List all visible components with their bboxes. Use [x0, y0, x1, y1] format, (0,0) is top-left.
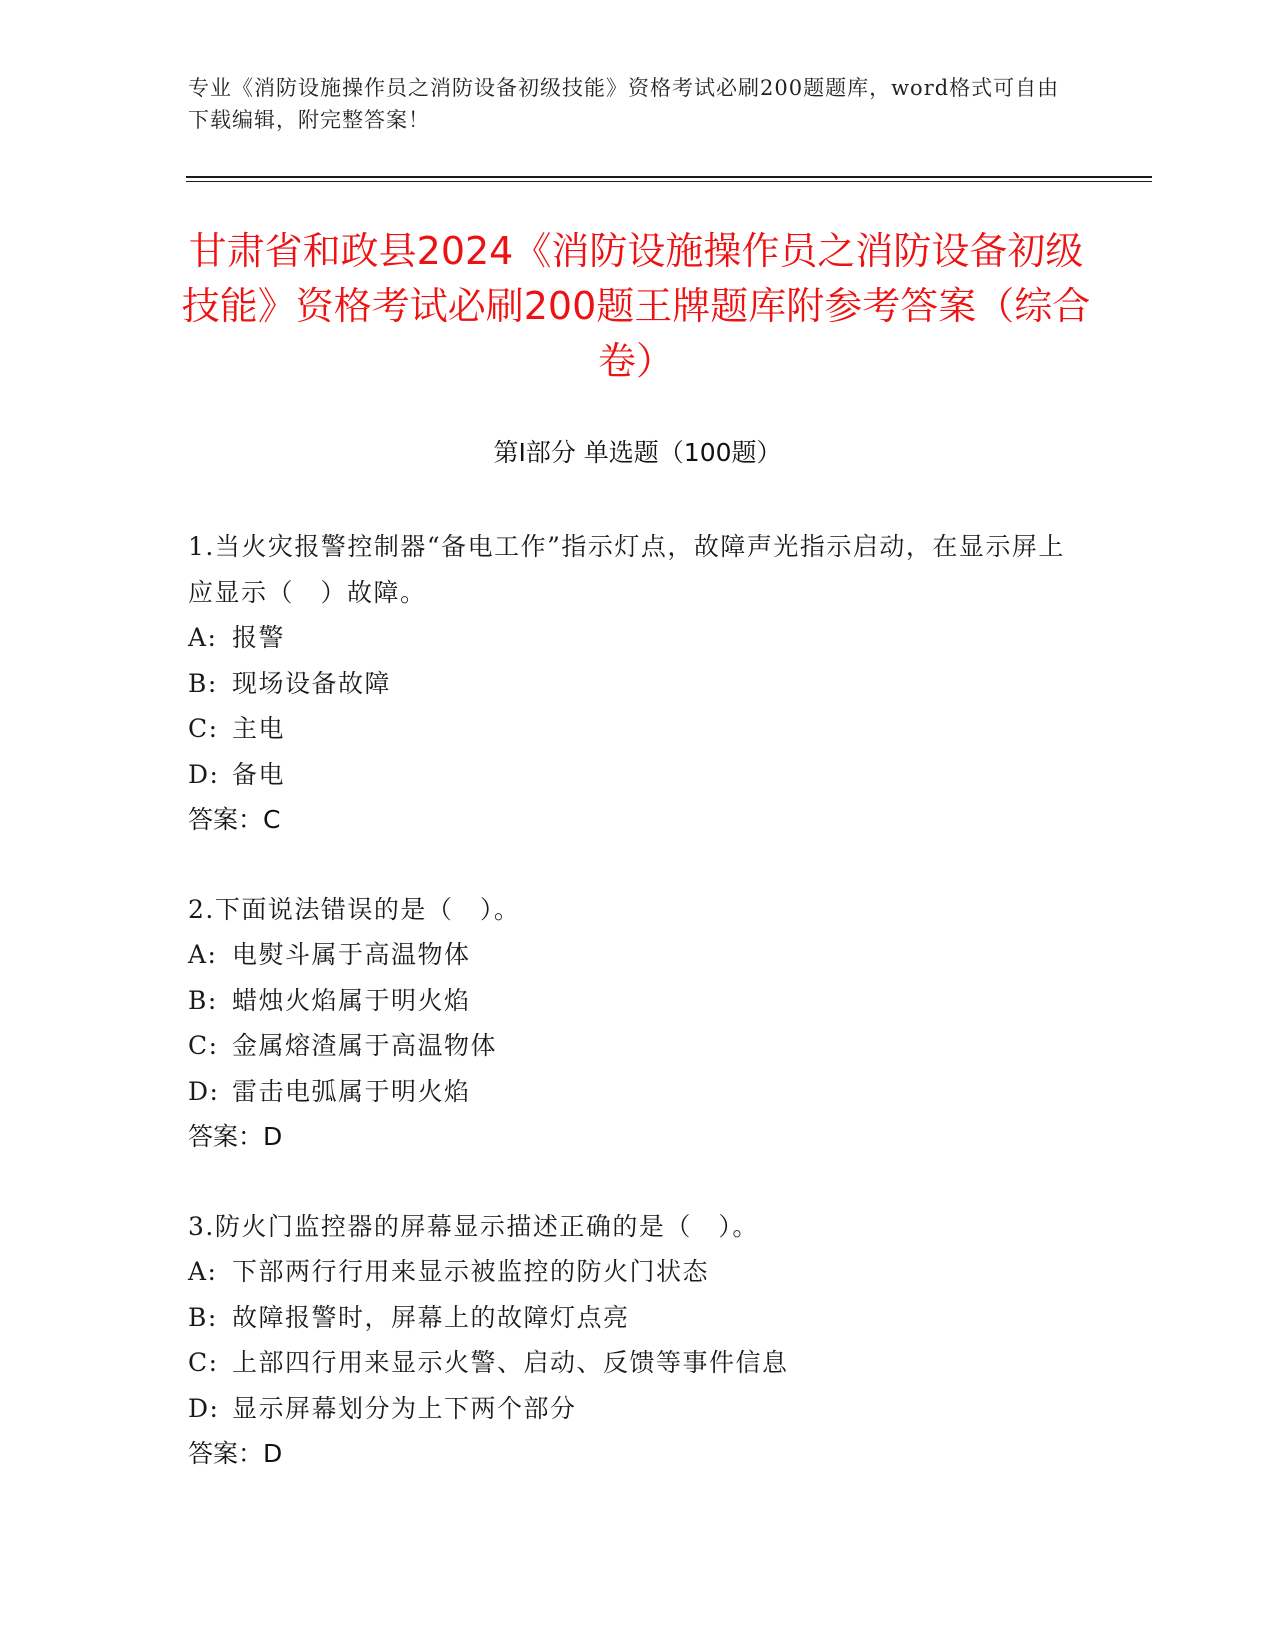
option-d: [188, 752, 1078, 798]
question-2: [188, 887, 1078, 1160]
option-c: [188, 706, 1078, 752]
option-letter: A:: [188, 1257, 218, 1286]
option-letter: C:: [188, 1031, 219, 1060]
document-title: 甘肃省和政县2024《消防设施操作员之消防设备初级技能》资格考试必刷200题王牌题库附参考答案（综合卷）: [181, 229, 1091, 383]
option-letter: B:: [188, 668, 218, 698]
option-letter: D:: [188, 1393, 220, 1423]
option-b: [188, 1295, 1078, 1341]
option-b: [188, 661, 1078, 707]
question-stem: 3.防火门监控器的屏幕显示描述正确的是（ ）。: [188, 1211, 759, 1241]
option-text: 报警: [232, 623, 286, 652]
option-text: 主电: [232, 714, 286, 743]
answer: 答案：C: [188, 805, 281, 834]
option-b: [188, 978, 1078, 1024]
option-letter: B:: [188, 985, 218, 1015]
section-heading: 第Ⅰ部分 单选题（100题）: [493, 438, 782, 467]
header-divider-thick: [186, 176, 1152, 178]
option-c: [188, 1023, 1078, 1069]
answer: 答案：D: [188, 1439, 283, 1468]
option-text: 蜡烛火焰属于明火焰: [232, 985, 471, 1015]
option-c: [188, 1340, 1078, 1386]
option-text: 上部四行用来显示火警、启动、反馈等事件信息: [232, 1348, 789, 1377]
option-text: 电熨斗属于高温物体: [232, 940, 471, 969]
question-stem: 1.当火灾报警控制器“备电工作”指示灯点，故障声光指示启动，在显示屏上应显示（ ）故障。: [188, 532, 1065, 607]
option-letter: C:: [188, 714, 219, 743]
option-text: 下部两行行用来显示被监控的防火门状态: [232, 1257, 710, 1286]
option-letter: D:: [188, 759, 220, 789]
question-1: [188, 524, 1078, 843]
option-text: 雷击电弧属于明火焰: [232, 1076, 471, 1106]
option-letter: C:: [188, 1348, 219, 1377]
header-divider-thin: [186, 181, 1152, 182]
option-a: [188, 1249, 1078, 1295]
option-letter: A:: [188, 623, 218, 652]
question-3: [188, 1204, 1078, 1477]
option-a: [188, 932, 1078, 978]
option-letter: A:: [188, 940, 218, 969]
option-d: [188, 1386, 1078, 1432]
option-text: 现场设备故障: [232, 668, 392, 698]
answer: 答案：D: [188, 1122, 283, 1151]
option-text: 显示屏幕划分为上下两个部分: [232, 1393, 577, 1423]
option-letter: B:: [188, 1302, 218, 1332]
question-stem: 2.下面说法错误的是（ ）。: [188, 894, 521, 924]
option-d: [188, 1069, 1078, 1115]
question-list: [188, 524, 1078, 1521]
option-text: 备电: [232, 759, 286, 789]
option-a: [188, 615, 1078, 661]
option-text: 金属熔渣属于高温物体: [232, 1031, 498, 1060]
option-text: 故障报警时，屏幕上的故障灯点亮: [232, 1302, 630, 1332]
header-note: 专业《消防设施操作员之消防设备初级技能》资格考试必刷200题题库，word格式可自由下载编辑，附完整答案！: [188, 76, 1060, 132]
option-letter: D:: [188, 1076, 220, 1106]
